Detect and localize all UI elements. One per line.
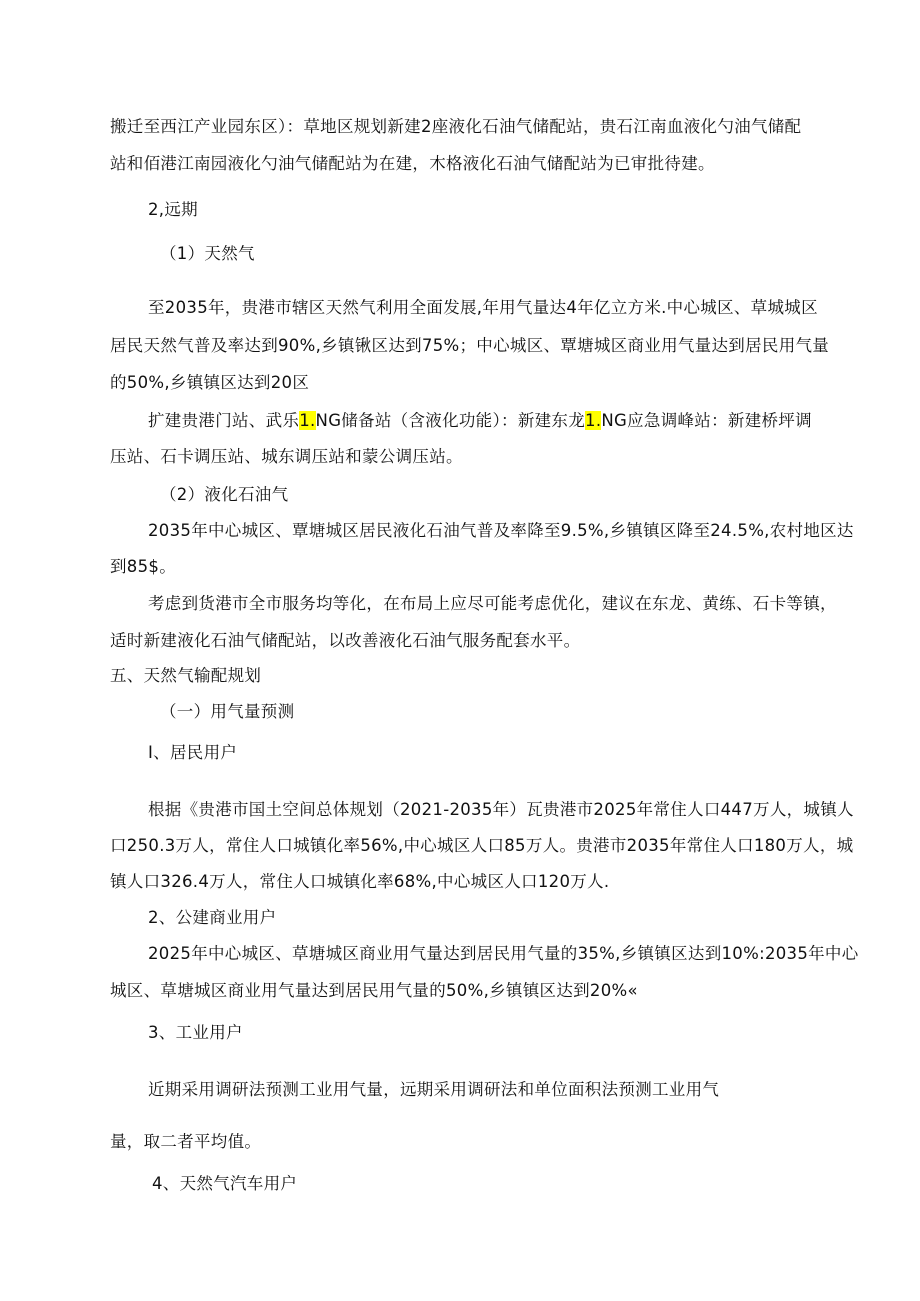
text-line: 站和佰港江南园液化勺油气储配站为在建，木格液化石油气储配站为已审批待建。: [110, 154, 715, 173]
text-line: 到85$。: [110, 557, 176, 576]
text-line: （2）液化石油气: [160, 485, 289, 504]
text-segment: NG储备站（含液化功能）：新建东龙: [315, 411, 586, 430]
text-line: 口250.3万人，常住人口城镇化率56%,中心城区人口85万人。贵港市2035年常住人口180万人，城: [110, 836, 854, 855]
text-line: 至2035年，贵港市辖区天然气利用全面发展,年用气量达4年亿立方米.中心城区、草城城区: [148, 298, 818, 317]
highlighted-text: 1.: [299, 411, 316, 430]
text-line: 3、工业用户: [148, 1023, 243, 1042]
text-line: 镇人口326.4万人，常住人口城镇化率68%,中心城区人口120万人.: [110, 872, 610, 891]
text-line: 搬迁至西江产业园东区）：草地区规划新建2座液化石油气储配站，贵石江南血液化勺油气储配: [110, 117, 802, 136]
text-line: 近期采用调研法预测工业用气量，远期采用调研法和单位面积法预测工业用气: [148, 1080, 720, 1099]
subsection-heading: （一）用气量预测: [160, 702, 295, 721]
text-line: 压站、石卡调压站、城东调压站和蒙公调压站。: [110, 447, 463, 466]
text-line: 居民天然气普及率达到90%,乡镇锹区达到75%；中心城区、覃塘城区商业用气量达到居民用气量: [110, 336, 830, 355]
text-line: 量，取二者平均值。: [110, 1132, 262, 1151]
text-line: 2025年中心城区、草塘城区商业用气量达到居民用气量的35%,乡镇镇区达到10%:2035年中心: [148, 944, 859, 963]
text-line: 4、天然气汽车用户: [152, 1174, 298, 1193]
text-line: 2、公建商业用户: [148, 908, 277, 927]
highlighted-text: 1.: [585, 411, 602, 430]
text-line: 城区、草塘城区商业用气量达到居民用气量的50%,乡镇镇区达到20%«: [110, 981, 638, 1000]
text-line: I、居民用户: [148, 743, 238, 762]
text-line: 考虑到货港市全市服务均等化，在布局上应尽可能考虑优化，建议在东龙、黄练、石卡等镇，: [148, 594, 837, 613]
text-line: 的50%,乡镇镇区达到20区: [110, 373, 310, 392]
text-line: 适时新建液化石油气储配站，以改善液化石油气服务配套水平。: [110, 631, 581, 650]
text-line: （1）天然气: [160, 244, 255, 263]
text-segment: 扩建贵港门站、武乐: [148, 411, 300, 430]
section-heading: 五、天然气输配规划: [110, 666, 262, 685]
text-line: 2035年中心城区、覃塘城区居民液化石油气普及率降至9.5%,乡镇镇区降至24.5%,农村地区达: [148, 521, 854, 540]
text-segment: NG应急调峰站：新建桥坪调: [601, 411, 812, 430]
text-line-highlighted: [148, 413, 812, 430]
text-line: 2,远期: [148, 200, 198, 219]
text-line: 根据《贵港市国土空间总体规划（2021-2035年）瓦贵港市2025年常住人口447万人，城镇人: [148, 800, 854, 819]
